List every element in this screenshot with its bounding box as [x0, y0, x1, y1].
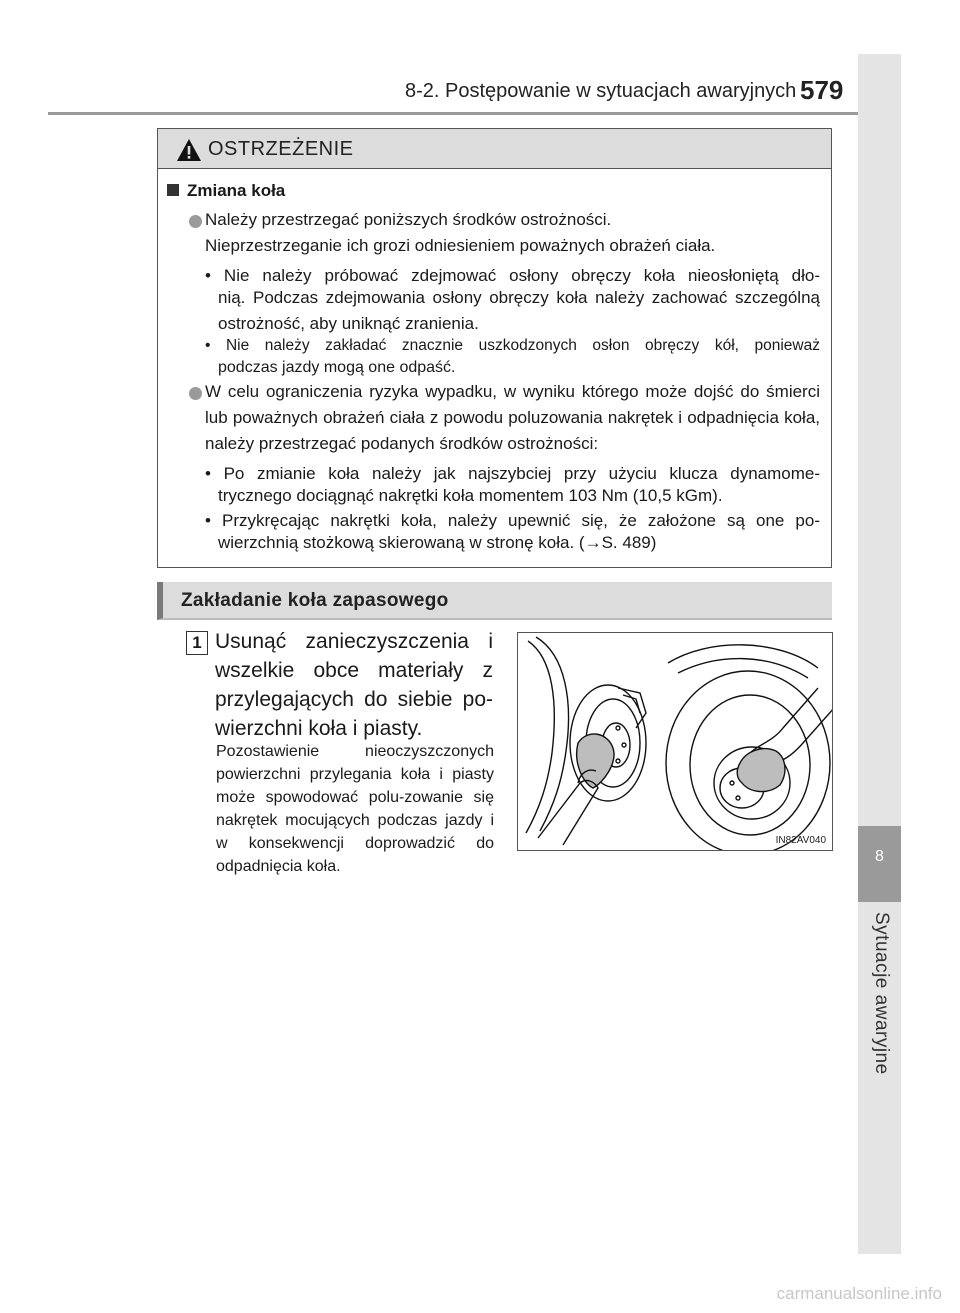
warning-sub-2-cont: podczas jazdy mogą one odpaść.	[218, 359, 456, 376]
wheel-cleaning-drawing	[518, 633, 833, 851]
warning-sub-1-cont: nią. Podczas zdejmowania osłony obręczy koła należy zachować szczególną ostrożność, aby uniknąć zranienia.	[218, 288, 820, 333]
running-header: 8-2. Postępowanie w sytuacjach awaryjnych	[405, 80, 797, 102]
page-number: 579	[800, 75, 844, 105]
warning-triangle-icon	[176, 138, 202, 162]
header-rule	[48, 112, 858, 115]
watermark: carmanualsonline.info	[776, 1284, 942, 1303]
warning-sub-4-cont: wierzchnią stożkową skierowaną w stronę koła. (→S. 489)	[218, 533, 657, 552]
circle-bullet-icon	[189, 387, 202, 400]
warning-sub-4-line-1: • Przykręcając nakrętki koła, należy upewnić się, że założone są one po-	[205, 511, 820, 530]
square-bullet-icon	[167, 184, 179, 196]
chapter-number: 8	[875, 848, 884, 865]
step-note: Pozostawienie nieoczyszczonych powierzchni przylegania koła i piasty może spowodować polu-zowanie się nakrętek mocujących podczas jazdy i w konsekwencji doprowadzić do odpadnięcia koła.	[216, 743, 494, 875]
warning-sub-1-line-1: • Nie należy próbować zdejmować osłony obręczy koła nieosłoniętą dło-	[205, 266, 820, 285]
warning-subheading: Zmiana koła	[167, 181, 285, 201]
chapter-label: Sytuacje awaryjne	[871, 912, 892, 1075]
section-title: Zakładanie koła zapasowego	[181, 590, 449, 611]
warning-title: OSTRZEŻENIE	[208, 138, 354, 160]
step-instruction: Usunąć zanieczyszczenia i wszelkie obce materiały z przylegających do siebie po-wierzchni koła i piasty.	[215, 630, 493, 740]
circle-bullet-icon	[189, 215, 202, 228]
warning-bullet-1-line-1: Należy przestrzegać poniższych środków ostrożności.	[205, 210, 612, 229]
step-number: 1	[186, 631, 208, 655]
section-header	[157, 582, 832, 620]
warning-sub-3-line-1: • Po zmianie koła należy jak najszybciej przy użyciu klucza dynamome-	[205, 464, 820, 483]
figure-code: IN82AV040	[775, 835, 826, 846]
warning-header	[158, 129, 831, 169]
warning-bullet-1-line-2: Nieprzestrzeganie ich grozi odniesieniem poważnych obrażeń ciała.	[205, 236, 716, 255]
warning-bullet-2: W celu ograniczenia ryzyka wypadku, w wyniku którego może dojść do śmierci lub poważnych obrażeń ciała z powodu poluzowania nakrętek i odpadnięcia koła, należy przestrzegać podanych środków ostrożności:	[205, 382, 820, 453]
warning-sub-2-line-1: • Nie należy zakładać znacznie uszkodzonych osłon obręczy kół, ponieważ	[205, 337, 820, 354]
illustration-wheel-cleaning	[517, 632, 833, 851]
warning-sub-3-cont: trycznego dociągnąć nakrętki koła momentem 103 Nm (10,5 kGm).	[218, 486, 723, 505]
